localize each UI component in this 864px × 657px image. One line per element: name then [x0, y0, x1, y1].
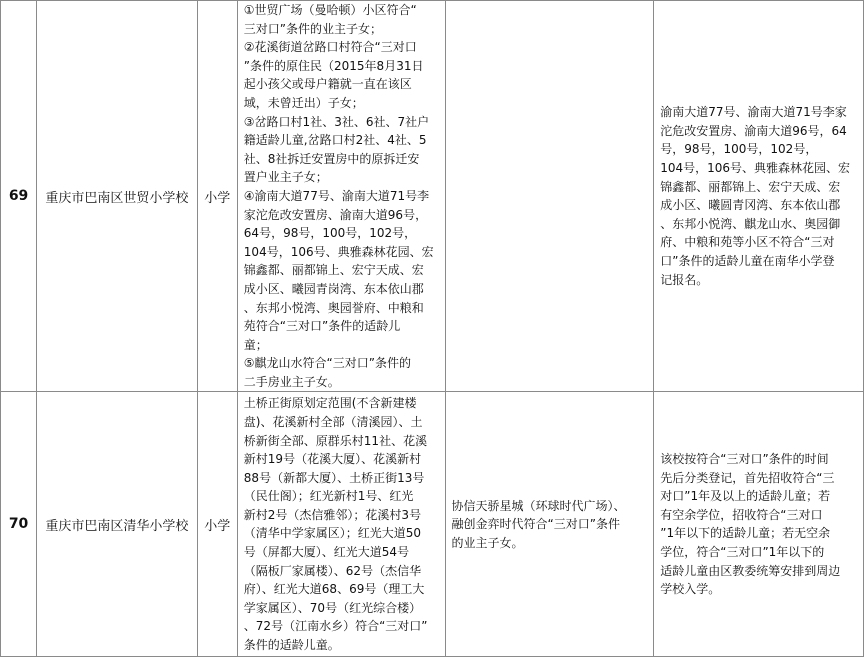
enrollment-range-text: 土桥正街原划定范围(不含新建楼 盘)、花溪新村全部（清溪园）、土 桥新街全部、原群乐村11社、花溪 新村19号（花溪大厦）、花溪新村 88号（新都大厦）、土桥正街13号 （民仕阁）；红光新村1号、红光 新村2号（杰信雅邻）；花溪村3号 （清华中学家属区）；红光大道50 号（屏都大厦）、红光大道54号 （隔板厂家属楼）、62号（杰信华 府）、红光大道68、69号（理工大 学家属区）、70号（红光综合楼） 、72号（江南水乡）符合“三对口” 条件的适龄儿童。	[243, 396, 428, 653]
remarks-cell	[654, 1, 864, 392]
other-range-cell	[445, 1, 654, 392]
school-type: 小学	[197, 1, 237, 392]
school-type: 小学	[197, 392, 237, 657]
remarks-cell	[654, 392, 864, 657]
enrollment-range-cell	[237, 1, 445, 392]
enrollment-range-cell	[237, 392, 445, 657]
table-row	[1, 392, 864, 657]
school-name: 重庆市巴南区世贸小学校	[37, 1, 198, 392]
remarks-text: 该校按符合“三对口”条件的时间 先后分类登记，首先招收符合“三 对口”1年及以上的适龄儿童；若 有空余学位，招收符合“三对口 ”1年以下的适龄儿童；若无空余 学位，符合“三对口”1年以下的 适龄儿童由区教委统筹安排到周边 学校入学。	[660, 452, 841, 597]
other-range-text: 协信天骄星城（环球时代广场）、 融创金弈时代符合“三对口”条件 的业主子女。	[451, 498, 626, 550]
enrollment-range-text: ①世贸广场（曼哈顿）小区符合“ 三对口”条件的业主子女； ②花溪街道岔路口村符合“三对口 ”条件的原住民（2015年8月31日 起小孩父或母户籍就一直在该区 域，未曾迁出）子女； ③岔路口村1社、3社、6社、7社户 籍适龄儿童,岔路口村2社、4社、5 社、8社拆迁安置房中的原拆迁安 置户业主子女； ④渝南大道77号、渝南大道71号李 家沱危改安置房、渝南大道96号， 64号，98号，100号，102号， 104号，106号、典雅森林花园、宏 锦鑫都、丽都锦上、宏宁天成、宏 成小区、曦园青岗湾、东本依山郡 、东邦小悦湾、奥园誉府、中粮和 苑符合“三对口”条件的适龄儿 童； ⑤麒龙山水符合“三对口”条件的 二手房业主子女。	[243, 3, 434, 389]
other-range-cell	[445, 392, 654, 657]
table-row	[1, 1, 864, 392]
remarks-text: 渝南大道77号、渝南大道71号李家 沱危改安置房、渝南大道96号，64 号，98号，100号，102号， 104号，106号、典雅森林花园、宏 锦鑫都、丽都锦上、宏宁天成、宏 成小区、曦圆青冈湾、东本依山郡 、东邦小悦湾、麒龙山水、奥园御 府、中粮和苑等小区不符合“三对 口”条件的适龄儿童在南华小学登 记报名。	[660, 105, 851, 287]
school-name: 重庆市巴南区清华小学校	[37, 392, 198, 657]
row-number: 69	[1, 1, 37, 392]
row-number: 70	[1, 392, 37, 657]
